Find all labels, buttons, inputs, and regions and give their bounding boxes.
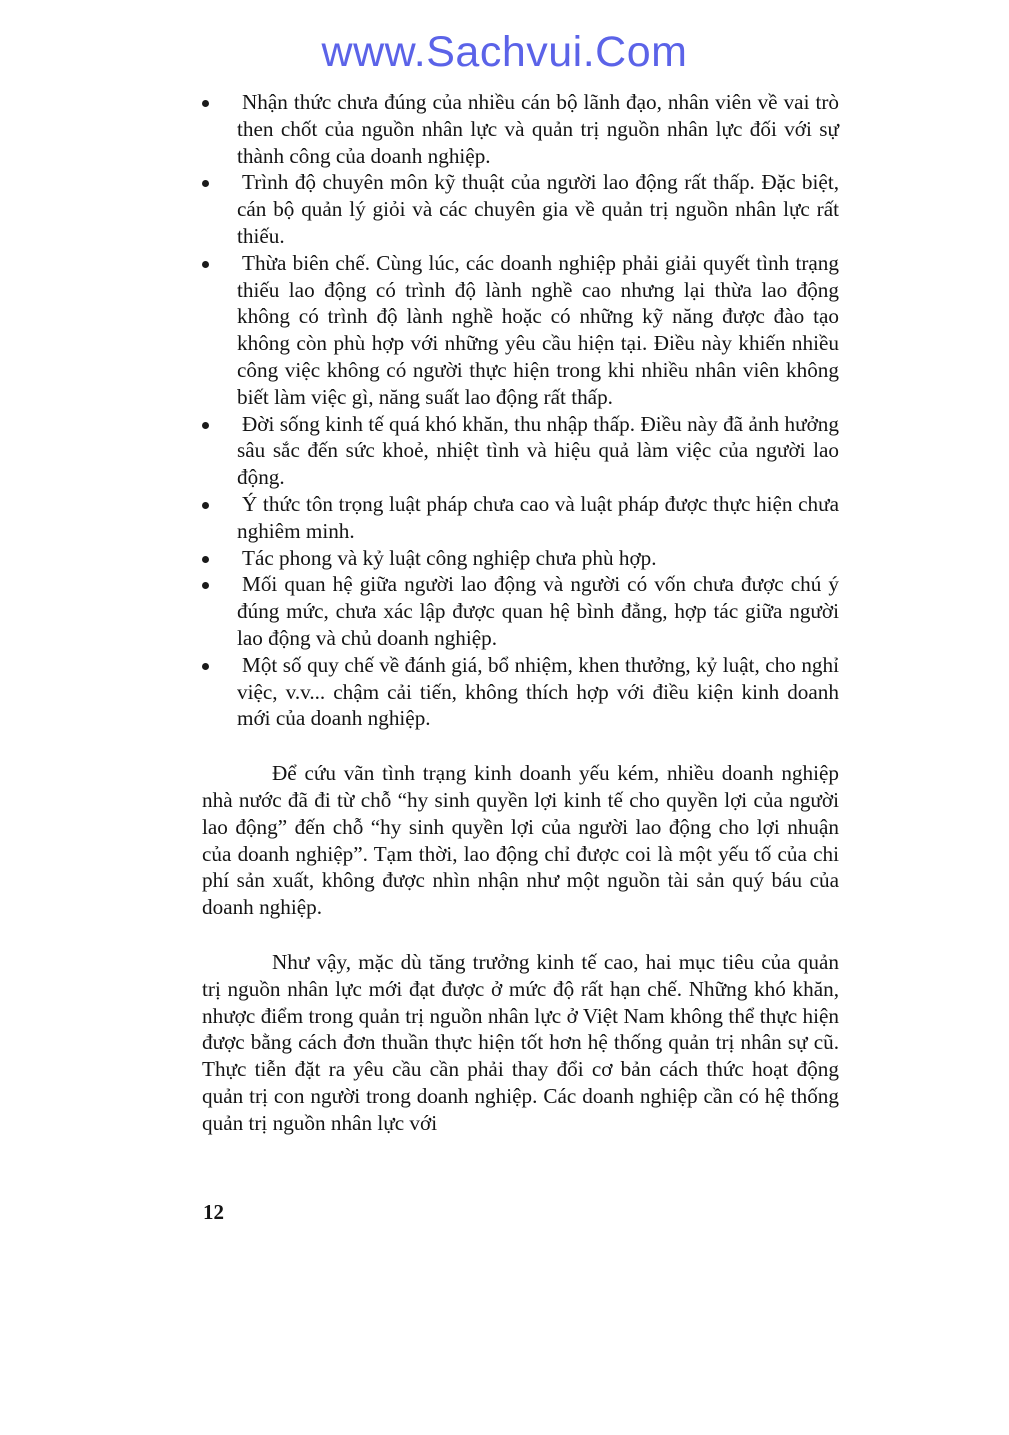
bullet-dot-icon	[202, 100, 209, 107]
bullet-list	[202, 89, 839, 732]
bullet-item	[202, 411, 839, 491]
bullet-dot-icon	[202, 180, 209, 187]
bullet-text: Tác phong và kỷ luật công nghiệp chưa phù hợp.	[242, 545, 657, 570]
bullet-dot-icon	[202, 556, 209, 563]
bullet-item	[202, 652, 839, 732]
bullet-item	[202, 169, 839, 249]
body-paragraph: Như vậy, mặc dù tăng trưởng kinh tế cao, hai mục tiêu của quản trị nguồn nhân lực mới đạt được ở mức độ rất hạn chế. Những khó khăn, nhược điểm trong quản trị nguồn nhân lực ở Việt Nam không thể thực hiện được bằng cách đơn thuần thực hiện tốt hơn hệ thống quản trị nhân sự cũ. Thực tiễn đặt ra yêu cầu cần phải thay đổi cơ bản cách thức hoạt động quản trị con người trong doanh nghiệp. Các doanh nghiệp cần có hệ thống quản trị nguồn nhân lực với	[202, 949, 839, 1135]
bullet-text: Thừa biên chế. Cùng lúc, các doanh nghiệp phải giải quyết tình trạng thiếu lao động có trình độ lành nghề cao nhưng lại thừa lao động không có trình độ lành nghề hoặc có những kỹ năng được đào tạo không còn phù hợp với những yêu cầu hiện tại. Điều này khiến nhiều công việc không có người thực hiện trong khi nhiều nhân viên không biết làm việc gì, năng suất lao động rất thấp.	[237, 250, 839, 409]
bullet-text: Đời sống kinh tế quá khó khăn, thu nhập thấp. Điều này đã ảnh hưởng sâu sắc đến sức khoẻ, nhiệt tình và hiệu quả làm việc của người lao động.	[237, 411, 839, 490]
bullet-item	[202, 545, 839, 572]
bullet-text: Một số quy chế về đánh giá, bổ nhiệm, khen thưởng, kỷ luật, cho nghỉ việc, v.v... chậm cải tiến, không thích hợp với điều kiện kinh doanh mới của doanh nghiệp.	[237, 652, 839, 731]
watermark-text: www.Sachvui.Com	[321, 28, 688, 76]
bullet-text: Ý thức tôn trọng luật pháp chưa cao và luật pháp được thực hiện chưa nghiêm minh.	[237, 491, 839, 543]
bullet-text: Nhận thức chưa đúng của nhiều cán bộ lãnh đạo, nhân viên về vai trò then chốt của nguồn nhân lực và quản trị nguồn nhân lực đối với sự thành công của doanh nghiệp.	[237, 90, 839, 168]
bullet-item	[202, 89, 839, 169]
bullet-text: Trình độ chuyên môn kỹ thuật của người lao động rất thấp. Đặc biệt, cán bộ quản lý giỏi và các chuyên gia về quản trị nguồn nhân lực rất thiếu.	[237, 170, 839, 248]
bullet-text: Mối quan hệ giữa người lao động và người có vốn chưa được chú ý đúng mức, chưa xác lập được quan hệ bình đẳng, hợp tác giữa người lao động và chủ doanh nghiệp.	[237, 572, 839, 650]
bullet-dot-icon	[202, 582, 209, 589]
bullet-item	[202, 250, 839, 411]
bullet-dot-icon	[202, 422, 209, 429]
body-paragraph: Để cứu vãn tình trạng kinh doanh yếu kém, nhiều doanh nghiệp nhà nước đã đi từ chỗ “hy sinh quyền lợi kinh tế cho quyền lợi của người lao động” đến chỗ “hy sinh quyền lợi của người lao động cho lợi nhuận của doanh nghiệp”. Tạm thời, lao động chỉ được coi là một yếu tố của chi phí sản xuất, không được nhìn nhận như một nguồn tài sản quý báu của doanh nghiệp.	[202, 761, 839, 920]
bullet-dot-icon	[202, 502, 209, 509]
bullet-item	[202, 571, 839, 651]
bullet-dot-icon	[202, 663, 209, 670]
bullet-dot-icon	[202, 261, 209, 268]
page-body	[202, 89, 839, 1136]
page-number: 12	[203, 1200, 224, 1224]
bullet-item	[202, 491, 839, 545]
